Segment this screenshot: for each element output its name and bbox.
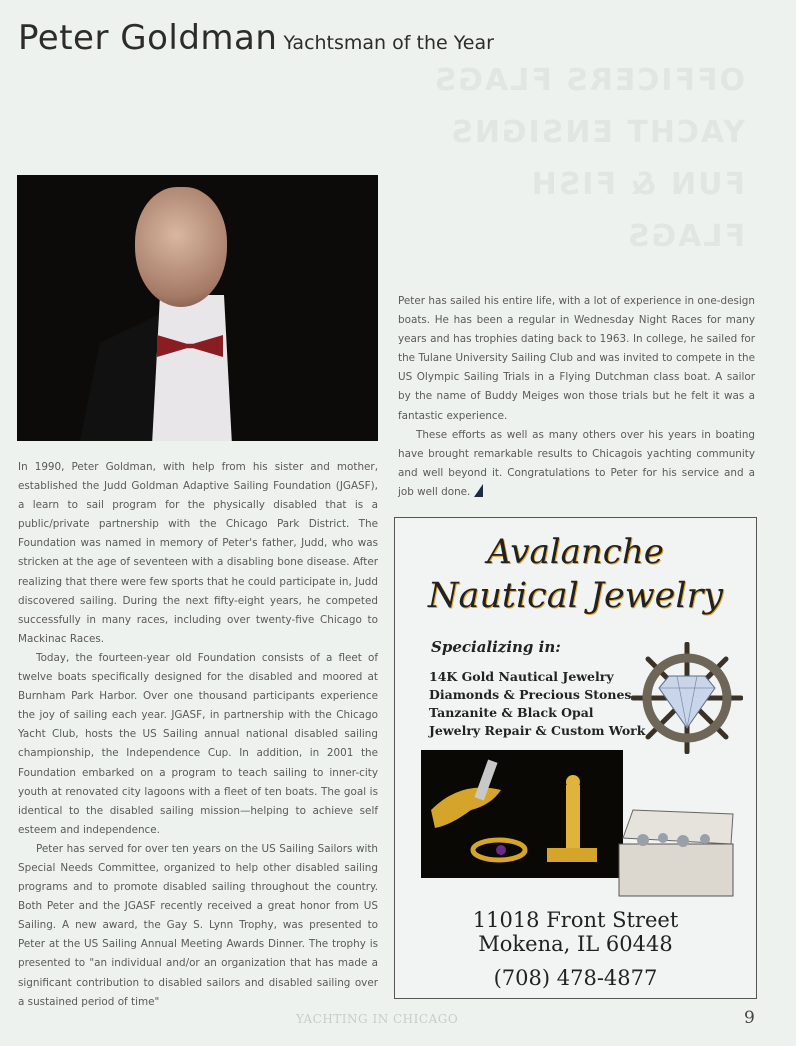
treasure-chest-icon bbox=[613, 808, 741, 900]
ghost-line: OFFICERS FLAGS bbox=[432, 63, 745, 98]
paragraph: Today, the fourteen-year old Foundation consists of a fleet of twelve boats specifically designed for the disabled and moored at Burnham Park Harbor. Over one thousand participants experience the joy of sailing each year. JGASF, in partnership with the Chicago Yacht Club, hosts the US Sailing annual national disabled sailing championship, the Independence Cup. In addition, in 2001 the Foundation embarked on a program to teach sailing to inner-city youth at renovated city lagoons with a fleet of ten boats. The goal is identical to the disabled sailing mission—helping to achieve self esteem and independence. bbox=[18, 651, 378, 836]
publication-footer: YACHTING IN CHICAGO bbox=[296, 1012, 459, 1026]
ship-wheel-diamond-icon bbox=[631, 642, 743, 754]
service-item: 14K Gold Nautical Jewelry bbox=[429, 669, 614, 684]
show-through-text bbox=[405, 55, 745, 263]
jewelry-photo bbox=[421, 750, 623, 878]
ad-specializing-label: Specializing in: bbox=[431, 638, 561, 656]
paragraph bbox=[398, 426, 755, 502]
ad-phone: (708) 478-4877 bbox=[493, 966, 658, 990]
ghost-line: YACHT ENSIGNS bbox=[449, 115, 745, 150]
ghost-line: FUN & FISH FLAGS bbox=[529, 167, 745, 254]
ad-city-address: Mokena, IL 60448 bbox=[478, 932, 673, 956]
ad-brand-line1: Avalanche bbox=[487, 532, 664, 572]
sailboat-end-mark-icon bbox=[474, 484, 483, 497]
service-item: Diamonds & Precious Stones bbox=[429, 687, 632, 702]
right-column-text bbox=[398, 292, 755, 502]
ad-services-list bbox=[429, 668, 645, 740]
jewelry-advertisement bbox=[394, 517, 757, 999]
award-title: Yachtsman of the Year bbox=[283, 32, 494, 54]
paragraph: Peter has served for over ten years on the US Sailing Sailors with Special Needs Committee, organized to help other disabled sailing programs and to promote disabled sailing throughout the country. Both Peter and the JGASF recently received a great honor from US Sailing. A new award, the Gay S. Lynn Trophy, was presented to Peter at the US Sailing Annual Meeting Awards Dinner. The trophy is presented to "an individual and/or an organization that has made a significant contribution to disabled sailors and disabled sailing over a sustained period of time" bbox=[18, 842, 378, 1008]
article-title bbox=[18, 18, 494, 58]
service-item: Tanzanite & Black Opal bbox=[429, 705, 594, 720]
paragraph: In 1990, Peter Goldman, with help from his sister and mother, established the Judd Goldman Adaptive Sailing Foundation (JGASF), a learn to sail program for the physically disabled that is a public/private partnership with the Chicago Park District. The Foundation was named in memory of Peter's father, Judd, who was stricken at the age of seventeen with a disabling bone disease. After realizing that there were few sports that he could participate in, Judd discovered sailing. During the next fifty-eight years, he competed successfully in many races, including over twenty-five Chicago to Mackinac Races. bbox=[18, 461, 378, 645]
paragraph-text: These efforts as well as many others over his years in boating have brought remarkable results to Chicagois yachting community and well beyond it. Congratulations to Peter for his service and a job well done. bbox=[398, 428, 755, 498]
left-column-text bbox=[18, 458, 378, 1012]
page-number: 9 bbox=[744, 1008, 755, 1028]
person-name: Peter Goldman bbox=[18, 18, 278, 58]
portrait-photo bbox=[17, 175, 378, 441]
ad-brand-line2: Nautical Jewelry bbox=[427, 576, 724, 616]
ad-street-address: 11018 Front Street bbox=[472, 908, 679, 932]
paragraph: Peter has sailed his entire life, with a lot of experience in one-design boats. He has been a regular in Wednesday Night Races for many years and has trophies dating back to 1963. In college, he sailed for the Tulane University Sailing Club and was invited to compete in the US Olympic Sailing Trials in a Flying Dutchman class boat. A sailor by the name of Buddy Meiges won those trials but he felt it was a fantastic experience. bbox=[398, 295, 755, 422]
service-item: Jewelry Repair & Custom Work bbox=[429, 723, 646, 738]
